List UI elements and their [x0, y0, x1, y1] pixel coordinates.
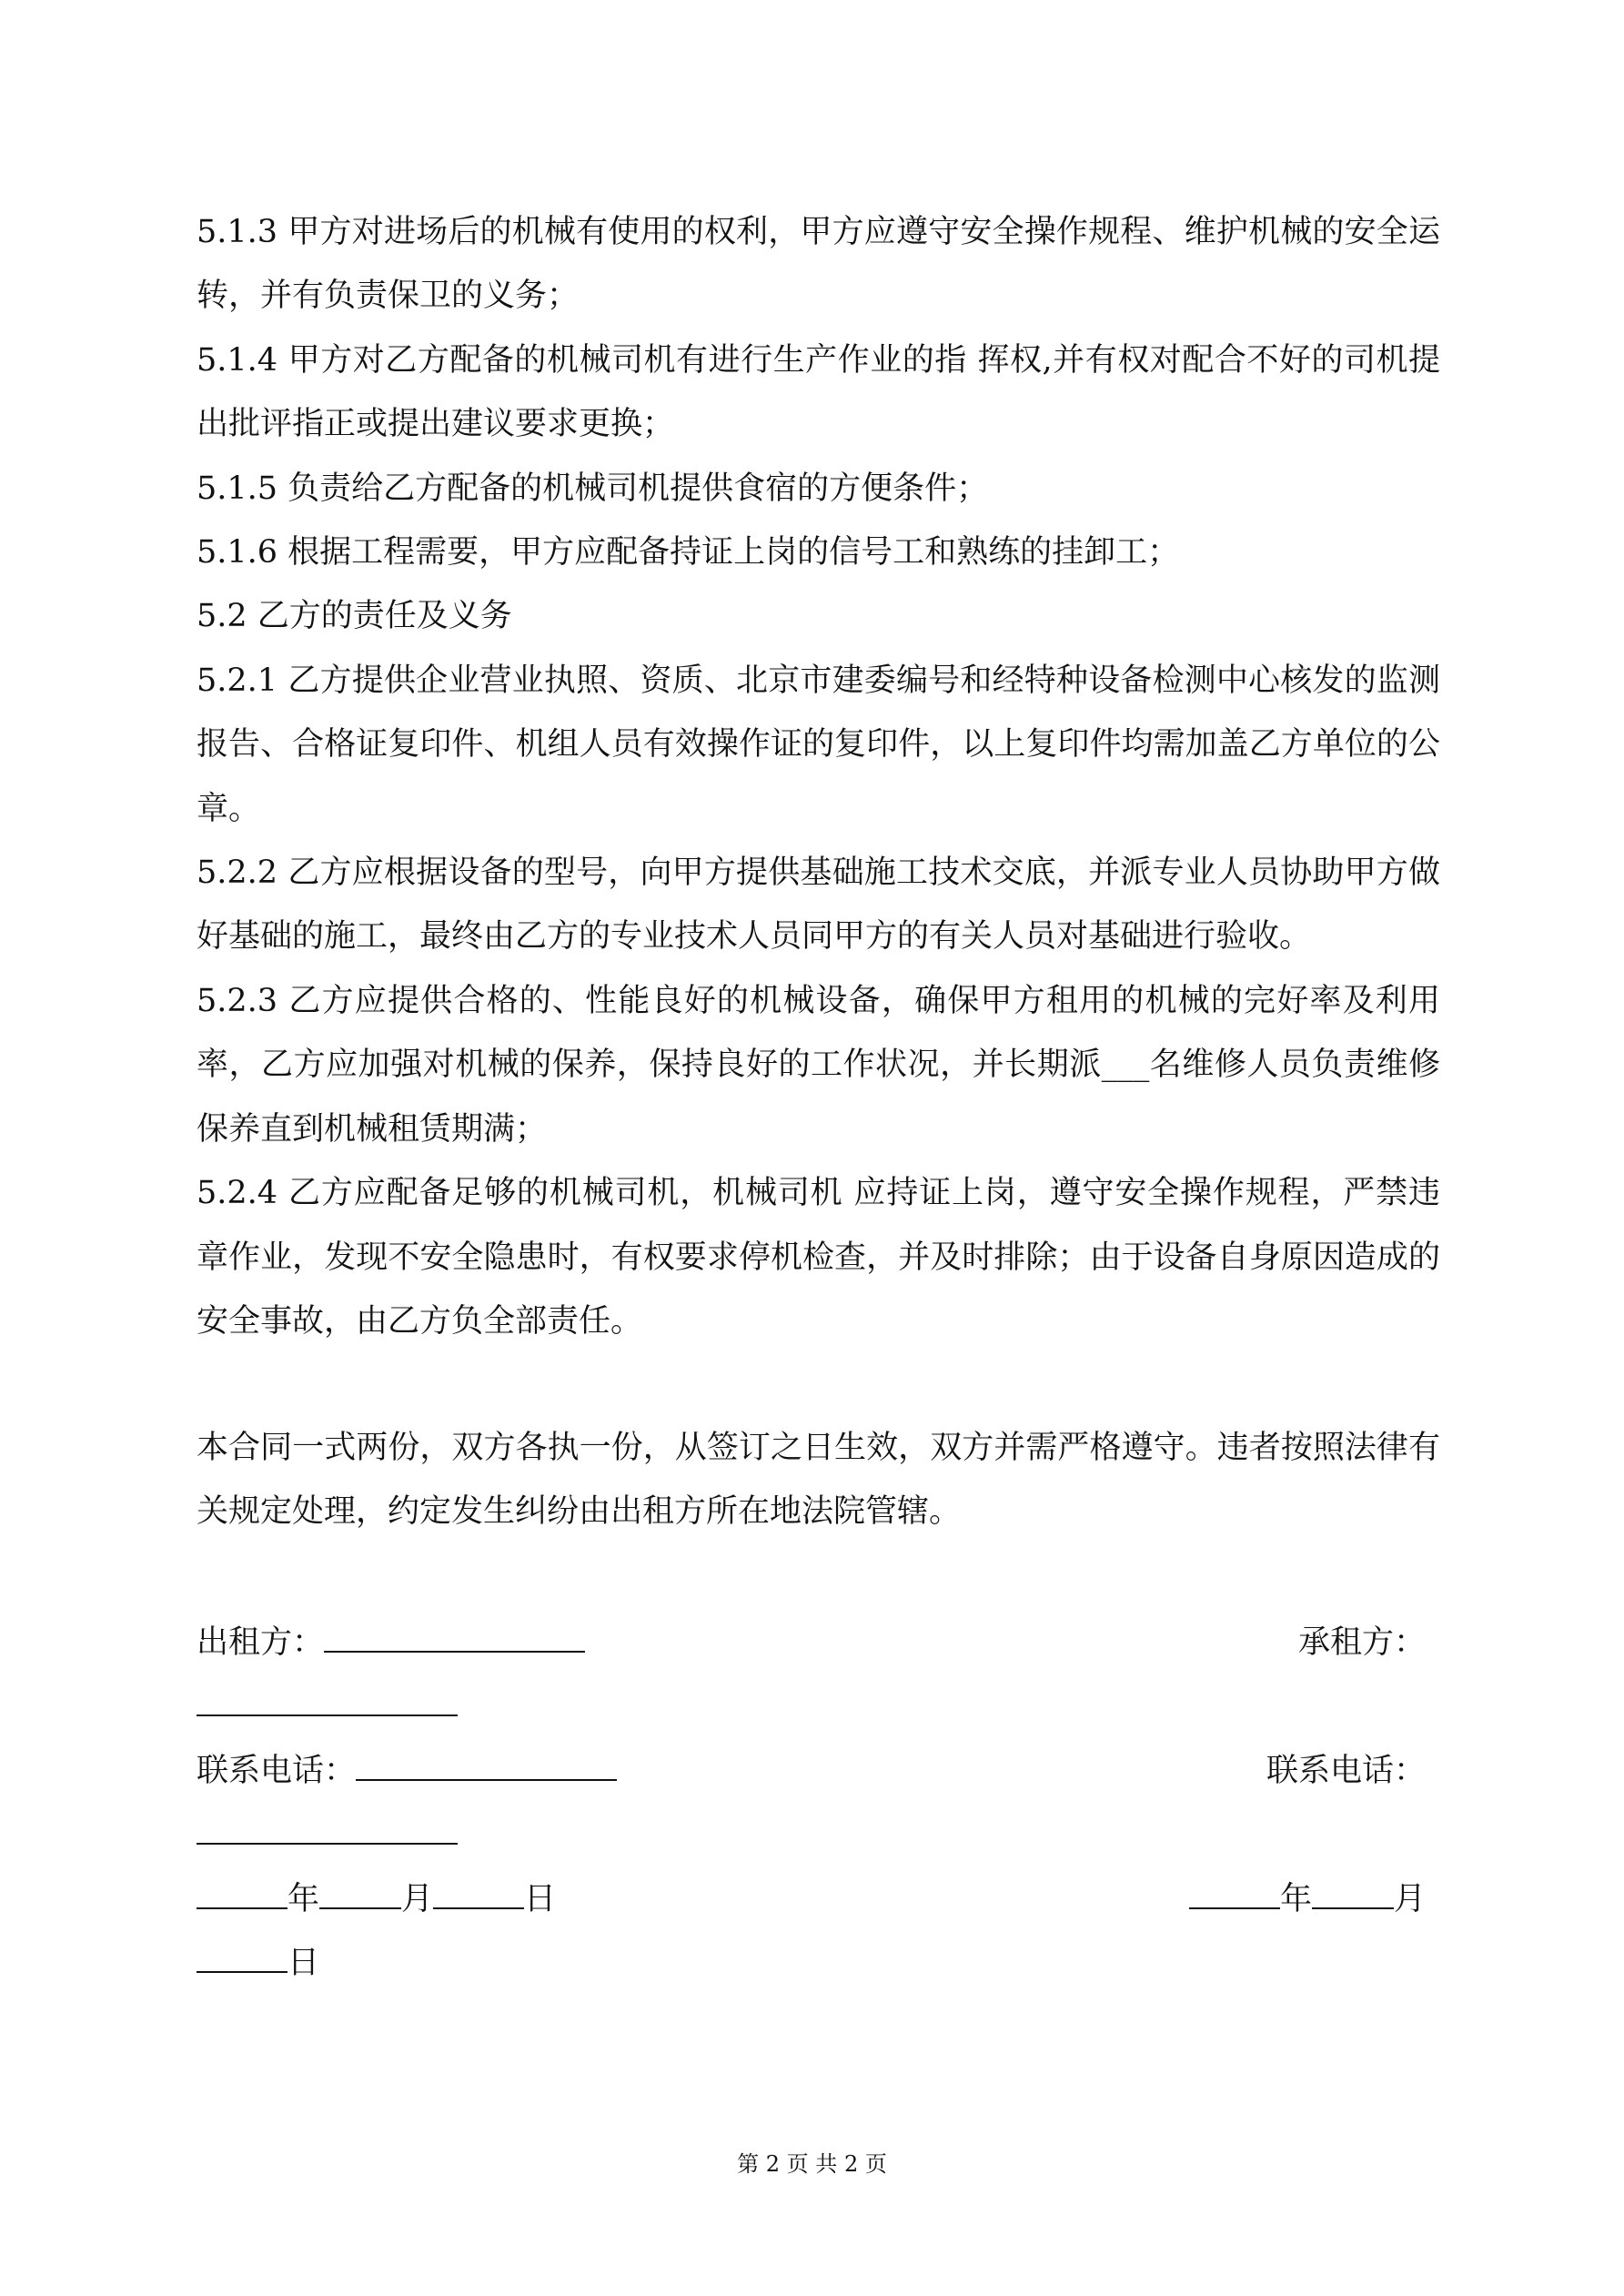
closing-paragraph — [197, 1416, 1440, 1544]
clause-5-2-4: 5.2.4 乙方应配备足够的机械司机，机械司机 应持证上岗，遵守安全操作规程，严禁违章作业，发现不安全隐患时，有权要求停机检查，并及时排除；由于设备自身原因造成的安全事故，由乙方负全部责任。 — [197, 1175, 1440, 1340]
lessee-phone-label: 联系电话： — [1266, 1752, 1426, 1789]
signature-row-party — [197, 1611, 1440, 1674]
clause-5-2-1: 5.2.1 乙方提供企业营业执照、资质、北京市建委编号和经特种设备检测中心核发的监测报告、合格证复印件、机组人员有效操作证的复印件，以上复印件均需加盖乙方单位的公章。 — [197, 662, 1440, 827]
clause-5-1-6: 5.1.6 根据工程需要，甲方应配备持证上岗的信号工和熟练的挂卸工； — [197, 534, 1180, 571]
section-heading-5-2: 5.2 乙方的责任及义务 — [197, 598, 512, 635]
contract-clauses — [197, 200, 1440, 1353]
day-label: 日 — [287, 1944, 320, 1981]
lessee-phone-blank[interactable] — [197, 1817, 458, 1845]
lessor-month-blank[interactable] — [319, 1882, 401, 1909]
year-label: 年 — [1279, 1880, 1312, 1917]
lessor-year-blank[interactable] — [197, 1882, 287, 1909]
clause-5-1-3: 5.1.3 甲方对进场后的机械有使用的权利，甲方应遵守安全操作规程、维护机械的安全运转，并有负责保卫的义务； — [197, 214, 1440, 315]
closing-text: 本合同一式两份，双方各执一份，从签订之日生效，双方并需严格遵守。违者按照法律有关规定处理，约定发生纠纷由出租方所在地法院管辖。 — [197, 1430, 1440, 1531]
lessee-year-blank[interactable] — [1189, 1882, 1280, 1909]
lessor-date — [197, 1867, 556, 1931]
day-label: 日 — [524, 1880, 557, 1917]
lessor-day-blank[interactable] — [433, 1882, 524, 1909]
lessee-label: 承租方： — [1297, 1624, 1426, 1661]
month-label: 月 — [401, 1880, 434, 1917]
year-label: 年 — [287, 1880, 320, 1917]
clause-5-1-4: 5.1.4 甲方对乙方配备的机械司机有进行生产作业的指 挥权,并有权对配合不好的司机提出批评指正或提出建议要求更换； — [197, 341, 1440, 443]
lessee-blank[interactable] — [197, 1689, 458, 1716]
lessee-day-blank[interactable] — [197, 1946, 287, 1973]
clause-5-1-5: 5.1.5 负责给乙方配备的机械司机提供食宿的方便条件； — [197, 470, 989, 507]
page-number: 第 2 页 共 2 页 — [737, 2151, 887, 2177]
signature-row-phone — [197, 1739, 1440, 1803]
lessor-phone-label: 联系电话： — [197, 1752, 357, 1789]
month-label: 月 — [1393, 1880, 1426, 1917]
clause-5-2-3: 5.2.3 乙方应提供合格的、性能良好的机械设备，确保甲方租用的机械的完好率及利用率，乙方应加强对机械的保养，保持良好的工作状况，并长期派___名维修人员负责维修保养直到机械租赁期满； — [197, 982, 1440, 1148]
lessor-label: 出租方： — [197, 1624, 325, 1661]
signature-row-date — [197, 1867, 1440, 1931]
signature-block — [197, 1611, 1440, 1995]
lessor-phone-blank[interactable] — [356, 1754, 617, 1781]
lessee-date — [1189, 1867, 1426, 1931]
lessee-month-blank[interactable] — [1312, 1882, 1394, 1909]
clause-5-2-2: 5.2.2 乙方应根据设备的型号，向甲方提供基础施工技术交底，并派专业人员协助甲方做好基础的施工，最终由乙方的专业技术人员同甲方的有关人员对基础进行验收。 — [197, 855, 1440, 956]
lessor-blank[interactable] — [324, 1625, 585, 1653]
